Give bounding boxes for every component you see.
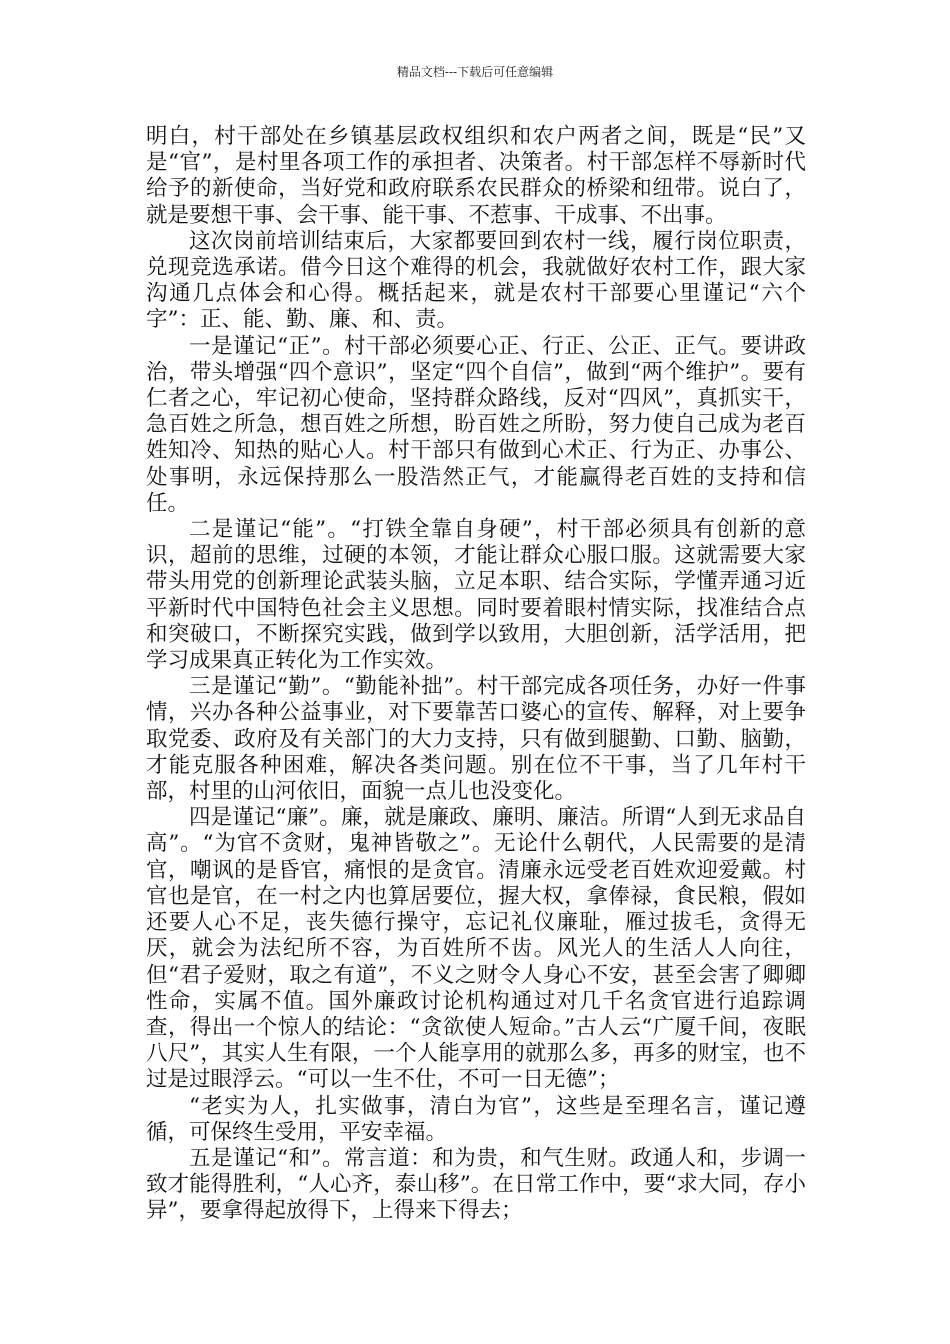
paragraph-4: 二是谨记“能”。“打铁全靠自身硬”，村干部必须具有创新的意识，超前的思维，过硬的本领，才能让群众心服口服。这就需要大家带头用党的创新理论武装头脑，立足本职、结合实际，学懂弄通习近平新时代中国特色社会主义思想。同时要着眼村情实际，找准结合点和突破口，不断探究实践，做到学以致用，大胆创新，活学活用，把学习成果真正转化为工作实效。 — [146, 517, 806, 674]
document-body — [146, 124, 806, 1225]
paragraph-5: 三是谨记“勤”。“勤能补拙”。村干部完成各项任务，办好一件事情，兴办各种公益事业，对下要靠苦口婆心的宣传、解释，对上要争取党委、政府及有关部门的大力支持，只有做到腿勤、口勤、脑勤，才能克服各种困难，解决各类问题。别在位不干事，当了几年村干部，村里的山河依旧，面貌一点儿也没变化。 — [146, 674, 806, 805]
page-header: 精品文档---下载后可任意编辑 — [396, 65, 554, 79]
paragraph-6: 四是谨记“廉”。廉，就是廉政、廉明、廉洁。所谓“人到无求品自高”。“为官不贪财，鬼神皆敬之”。无论什么朝代，人民需要的是清官，嘲讽的是昏官，痛恨的是贪官。清廉永远受老百姓欢迎爱戴。村官也是官，在一村之内也算居要位，握大权，拿俸禄，食民粮，假如还要人心不足，丧失德行操守，忘记礼仪廉耻，雁过拔毛，贪得无厌，就会为法纪所不容，为百姓所不齿。风光人的生活人人向往，但“君子爱财，取之有道”，不义之财令人身心不安，甚至会害了卿卿性命，实属不值。国外廉政讨论机构通过对几千名贪官进行追踪调查，得出一个惊人的结论：“贪欲使人短命。”古人云“广厦千间，夜眠八尺”，其实人生有限，一个人能享用的就那么多，再多的财宝，也不过是过眼浮云。“可以一生不仕，不可一日无德”； — [146, 805, 806, 1093]
paragraph-3: 一是谨记“正”。村干部必须要心正、行正、公正、正气。要讲政治，带头增强“四个意识”，坚定“四个自信”，做到“两个维护”。要有仁者之心，牢记初心使命，坚持群众路线，反对“四风”，真抓实干，急百姓之所急，想百姓之所想，盼百姓之所盼，努力使自己成为老百姓知冷、知热的贴心人。村干部只有做到心术正、行为正、办事公、处事明，永远保持那么一股浩然正气，才能赢得老百姓的支持和信任。 — [146, 333, 806, 516]
paragraph-8: 五是谨记“和”。常言道：和为贵，和气生财。政通人和，步调一致才能得胜利，“人心齐，泰山移”。在日常工作中，要“求大同，存小异”，要拿得起放得下，上得来下得去； — [146, 1145, 806, 1224]
paragraph-7: “老实为人，扎实做事，清白为官”，这些是至理名言，谨记遵循，可保终生受用，平安幸福。 — [146, 1093, 806, 1145]
paragraph-1: 明白，村干部处在乡镇基层政权组织和农户两者之间，既是“民”又是“官”，是村里各项工作的承担者、决策者。村干部怎样不辱新时代给予的新使命，当好党和政府联系农民群众的桥梁和纽带。说白了，就是要想干事、会干事、能干事、不惹事、干成事、不出事。 — [146, 124, 806, 228]
paragraph-2: 这次岗前培训结束后，大家都要回到农村一线，履行岗位职责，兑现竞选承诺。借今日这个难得的机会，我就做好农村工作，跟大家沟通几点体会和心得。概括起来，就是农村干部要心里谨记“六个字”：正、能、勤、廉、和、责。 — [146, 228, 806, 333]
